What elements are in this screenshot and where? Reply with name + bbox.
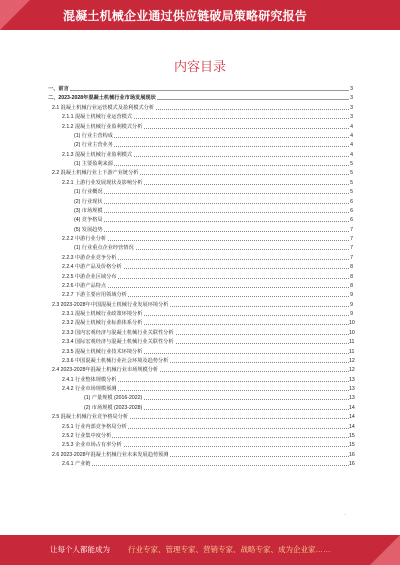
toc-entry-label: (1) 行业重点企业经营情况 — [74, 244, 135, 253]
page-marker: . — [344, 510, 346, 517]
toc-entry[interactable] — [48, 263, 353, 272]
toc-dot-leader — [74, 231, 349, 232]
toc-dot-leader — [74, 165, 349, 166]
toc-dot-leader — [62, 465, 349, 466]
toc-page-number: 10 — [349, 319, 353, 328]
toc-page-number: 12 — [349, 366, 353, 375]
toc-entry-label: 2.3.4 国际宏观经济与混凝土机械行业关联性分析 — [62, 338, 175, 347]
toc-page-number: 9 — [349, 310, 353, 319]
toc-page-number: 12 — [349, 357, 353, 366]
toc-entry-label: 2.5 混凝土机械行业竞争格局分析 — [52, 413, 129, 422]
toc-entry-label: 2.4.2 行业市场规模预测 — [62, 385, 117, 394]
toc-entry[interactable] — [48, 376, 353, 385]
toc-entry[interactable] — [48, 85, 353, 94]
toc-entry-label: 2.6 2023-2028年混凝土机械行业未来发展趋势预测 — [52, 451, 169, 460]
toc-entry-label: 2.3.6 中国混凝土机械行业社会环境及趋势分析 — [62, 357, 169, 366]
toc-page-number: 4 — [349, 141, 353, 150]
toc-page-number: 9 — [349, 291, 353, 300]
toc-entry-label: 一、前言 — [48, 85, 70, 94]
toc-page-number: 5 — [349, 188, 353, 197]
toc-entry[interactable] — [48, 301, 353, 310]
toc-entry[interactable] — [48, 94, 353, 103]
toc-entry[interactable] — [48, 244, 353, 253]
toc-page-number: 13 — [349, 394, 353, 403]
toc-entry[interactable] — [48, 319, 353, 328]
toc-entry[interactable] — [48, 413, 353, 422]
toc-entry-label: 2.4.1 行业整体规模分析 — [62, 376, 117, 385]
toc-entry[interactable] — [48, 235, 353, 244]
footer-corner-decoration — [370, 535, 400, 565]
toc-entry[interactable] — [48, 188, 353, 197]
toc-entry-label: (2) 市场规模 (2023-2028) — [84, 404, 143, 413]
toc-entry-label: (1) 产量规模 (2016-2022) — [84, 394, 143, 403]
toc-page-number: 3 — [349, 104, 353, 113]
toc-entry[interactable] — [48, 357, 353, 366]
toc-entry[interactable] — [48, 123, 353, 132]
toc-page-number: 5 — [349, 160, 353, 169]
toc-page-number: 4 — [349, 123, 353, 132]
footer-highlight-text: 行业专家、管理专家、营销专家、战略专家、成为企业家…… — [128, 545, 331, 554]
toc-page-number: 5 — [349, 169, 353, 178]
toc-page-number: 6 — [349, 198, 353, 207]
footer-lead-text: 让每个人都能成为 — [50, 545, 110, 554]
toc-entry[interactable] — [48, 348, 353, 357]
toc-heading: 内容目录 — [173, 59, 226, 74]
toc-entry[interactable] — [48, 394, 353, 403]
toc-entry[interactable] — [48, 198, 353, 207]
toc-page-number: 15 — [349, 432, 353, 441]
toc-page-number: 13 — [349, 376, 353, 385]
toc-page-number: 7 — [349, 226, 353, 235]
toc-entry-label: 2.3 2023-2028年中国混凝土机械行业发展环境分析 — [52, 301, 169, 310]
toc-entry-label: (2) 行业现状 — [74, 198, 104, 207]
toc-entry-label: 2.2 混凝土机械行业上下游产业链分析 — [52, 169, 139, 178]
toc-page-number: 16 — [349, 460, 353, 469]
toc-page-number: 15 — [349, 441, 353, 450]
toc-entry[interactable] — [48, 254, 353, 263]
toc-entry[interactable] — [48, 338, 353, 347]
toc-entry[interactable] — [48, 423, 353, 432]
toc-entry-label: 二、2023-2028年混凝土机械行业市场发展现状 — [48, 94, 157, 103]
toc-entry-label: 2.2.2 中游行业分析 — [62, 235, 107, 244]
toc-entry-label: 2.2.7 下游主要应用领域分析 — [62, 291, 128, 300]
toc-entry-label: 2.2.5 中游企业区域分布 — [62, 273, 117, 282]
toc-page-number: 16 — [349, 451, 353, 460]
page-header — [0, 0, 400, 30]
toc-entry-label: 2.2.3 中游企业竞争分析 — [62, 254, 117, 263]
toc-entry[interactable] — [48, 385, 353, 394]
toc-page-number: 7 — [349, 235, 353, 244]
toc-entry-label: 2.3.5 混凝土机械行业技术环境分析 — [62, 348, 143, 357]
toc-entry-label: 2.1 混凝土机械行业运营模式及盈利模式分析 — [52, 104, 155, 113]
toc-entry-label: 2.1.3 混凝土机械行业盈利模式 — [62, 151, 133, 160]
table-of-contents — [48, 85, 353, 469]
toc-entry-label: (3) 市场规模 — [74, 207, 104, 216]
toc-entry-label: 2.3.1 混凝土机械行业政策环境分析 — [62, 310, 143, 319]
toc-entry-label: 2.1.1 混凝土机械行业运营模式 — [62, 113, 133, 122]
toc-page-number: 4 — [349, 151, 353, 160]
toc-entry[interactable] — [48, 282, 353, 291]
toc-page-number: 8 — [349, 282, 353, 291]
toc-entry[interactable] — [48, 366, 353, 375]
toc-entry[interactable] — [48, 451, 353, 460]
toc-entry-label: 2.3.2 混凝土机械行业标准体系分析 — [62, 319, 143, 328]
toc-entry-label: (1) 行业概况 — [74, 188, 104, 197]
toc-dot-leader — [74, 146, 349, 147]
toc-entry-label: 2.5.3 企业市场占有率分析 — [62, 441, 123, 450]
toc-page-number: 14 — [349, 413, 353, 422]
toc-page-number: 6 — [349, 207, 353, 216]
toc-page-number: 7 — [349, 244, 353, 253]
toc-dot-leader — [74, 212, 349, 213]
toc-entry[interactable] — [48, 404, 353, 413]
toc-entry[interactable] — [48, 169, 353, 178]
toc-page-number: 5 — [349, 179, 353, 188]
toc-dot-leader — [74, 193, 349, 194]
toc-page-number: 8 — [349, 263, 353, 272]
toc-entry-label: 2.6.1 产业链 — [62, 460, 92, 469]
toc-entry[interactable] — [48, 273, 353, 282]
report-title: 混凝土机械企业通过供应链破局策略研究报告 — [63, 9, 308, 23]
toc-entry[interactable] — [48, 310, 353, 319]
toc-page-number: 4 — [349, 132, 353, 141]
toc-page-number: 11 — [349, 338, 353, 347]
toc-entry[interactable] — [48, 226, 353, 235]
toc-dot-leader — [74, 221, 349, 222]
toc-page-number: 8 — [349, 273, 353, 282]
toc-page-number: 3 — [349, 113, 353, 122]
page-footer — [0, 535, 400, 565]
toc-entry-label: 2.2.4 中游产品及价格分析 — [62, 263, 123, 272]
toc-entry[interactable] — [48, 460, 353, 469]
toc-entry[interactable] — [48, 113, 353, 122]
toc-entry-label: (2) 行业主营业务 — [74, 141, 114, 150]
toc-entry-label: 2.5.1 行业内部竞争格局分析 — [62, 423, 128, 432]
toc-entry[interactable] — [48, 432, 353, 441]
toc-page-number: 9 — [349, 301, 353, 310]
toc-page-number: 3 — [349, 94, 353, 103]
toc-entry-label: (1) 主要盈利来源 — [74, 160, 114, 169]
toc-page-number: 14 — [349, 423, 353, 432]
toc-entry[interactable] — [48, 179, 353, 188]
toc-entry[interactable] — [48, 441, 353, 450]
toc-entry-label: 2.1.2 混凝土机械行业盈利模式分析 — [62, 123, 143, 132]
toc-dot-leader — [74, 203, 349, 204]
header-corner-decoration — [0, 0, 30, 30]
toc-entry[interactable] — [48, 151, 353, 160]
toc-entry[interactable] — [48, 160, 353, 169]
toc-dot-leader — [48, 90, 349, 91]
toc-entry[interactable] — [48, 329, 353, 338]
toc-entry-label: 2.3.3 国内宏观经济与混凝土机械行业关联性分析 — [62, 329, 175, 338]
toc-entry[interactable] — [48, 141, 353, 150]
toc-page-number: 14 — [349, 404, 353, 413]
toc-entry[interactable] — [48, 291, 353, 300]
toc-entry[interactable] — [48, 216, 353, 225]
toc-page-number: 10 — [349, 329, 353, 338]
toc-page-number: 13 — [349, 385, 353, 394]
toc-entry[interactable] — [48, 132, 353, 141]
toc-page-number: 6 — [349, 216, 353, 225]
toc-entry-label: 2.2.1 上游行业发展现状及影响分析 — [62, 179, 143, 188]
toc-entry-label: 2.2.6 中游产品特点 — [62, 282, 107, 291]
toc-entry-label: (1) 行业主营构成 — [74, 132, 114, 141]
toc-entry-label: 2.4 2023-2028年混凝土机械行业市场规模分析 — [52, 366, 159, 375]
toc-page-number: 11 — [349, 348, 353, 357]
toc-dot-leader — [74, 137, 349, 138]
toc-page-number: 3 — [349, 85, 353, 94]
toc-entry-label: (5) 发展趋势 — [74, 226, 104, 235]
toc-entry[interactable] — [48, 207, 353, 216]
toc-entry[interactable] — [48, 104, 353, 113]
toc-page-number: 7 — [349, 254, 353, 263]
toc-entry-label: (4) 竞争格局 — [74, 216, 104, 225]
toc-entry-label: 2.5.2 行业集中度分析 — [62, 432, 112, 441]
